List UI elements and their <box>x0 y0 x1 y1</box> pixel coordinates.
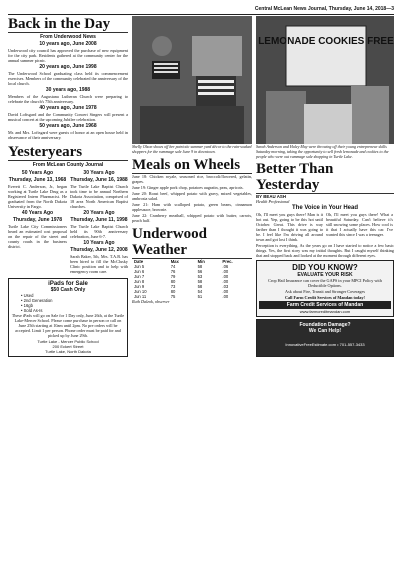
column-text-1: Oh, I'll meet you guys there! Man is it hot out. Yep, going to be this hot until October. Great. This drive is way farther than I thought it was going to be. I feel like I'm driving all around town and got lost I think. <box>256 212 323 243</box>
twenty-years-text: The Underwood School graduating class held its commencement exercises. Members of the community celebrated the anniversary of the local church. <box>8 71 128 86</box>
meals-item: June 18: Chicken royale, seasoned rice, broccoli/flowered, gelatin, grapes. <box>132 173 252 184</box>
meals-item: June 22: Cranberry meatball, whipped potato with butter, carrots, peach half. <box>132 212 252 223</box>
ipad-ad-contact2: 200 Eckert Street <box>52 344 84 349</box>
yesteryears-left-date2: Thursday, June 1978 <box>12 217 63 223</box>
fifty-years-head: 50 years ago, June 1968 <box>39 123 97 129</box>
yesteryears-right-date3: Thursday, June 12, 2008 <box>70 247 128 253</box>
ipad-ad-item: • 16gb <box>21 303 33 308</box>
yesteryears-right-head: 30 Years Ago <box>83 170 115 176</box>
yesteryears-right-date: Thursday, June 16, 1988 <box>70 177 128 183</box>
column-text-3: Perception is everything. As the years go on I have started to notice a few basic things. Yes, the first story was my initial thoughts. But I caught myself thinking that and stopped back and looked at the moment through different eyes. <box>256 243 394 259</box>
ipad-ad-contact3: Turtle Lake, North Dakota <box>45 349 91 354</box>
yesteryears-title: Yesteryears <box>8 144 128 161</box>
newspaper-page <box>8 4 394 563</box>
table-row: Jun 8 80 58 .00 <box>134 278 229 284</box>
ipad-ad-item: • Used <box>21 293 34 298</box>
meals-item: June 19: Ginger apple pork chop, potatoes augratin, peas, apricots. <box>132 184 244 190</box>
crop-ad-top: DID YOU KNOW? <box>292 263 358 273</box>
weather-title: Underwood Weather <box>132 226 252 259</box>
ipad-ad-contact1: Turtle Lake - Mercer Public School <box>37 339 99 344</box>
yesteryears-source: From McLean County Journal <box>32 162 104 168</box>
ipad-ad-item: • 2nd Generation <box>21 298 53 303</box>
voice-title: The Voice in Your Head <box>291 205 358 212</box>
foundation-ad-footer: InnovativeFreeEstimate.com • 701-557-3433 <box>285 342 365 348</box>
photo-lemonade-stand <box>256 16 394 144</box>
yesteryears-left-head2: 40 Years Ago <box>21 210 54 216</box>
yesteryears-left-date: Thursday, June 13, 1968 <box>8 177 67 183</box>
masthead: Central McLean News Journal, Thursday, June 14, 2018—3 <box>8 4 394 15</box>
ipad-sale-ad <box>8 278 128 357</box>
weather-col-min: Min <box>197 258 205 264</box>
ipad-ad-body: These iPads will go on Sale for 1 Day only, June 26th, at the Turtle Lake-Mercer School. Please come purchase in person or call on June 25th starting at 10am until 2pm. No pre orders will be accepted. Limit 1 per person. Phone order must be paid for and picked up by June 29th. <box>11 313 125 338</box>
photo1-caption: Shelly Olson shows off her patriotic summer yard décor to the rain-soaked shoppers for the rummage sale June 9 in downtown. <box>132 144 252 154</box>
crop-ad-line3: Ask about Fire, Transit and Stronger Coverages <box>285 289 365 295</box>
ipad-ad-item: • Sold As-Is <box>21 308 43 313</box>
yesteryears-right-text2: The Turtle Lake Baptist Church held its 90th anniversary celebration, June 6-7. <box>70 224 128 239</box>
column-text-2: Oh, I'll meet you guys there! What a beautiful Saturday. Can't believe it's still snowing some places. How cool is it that I actually have this car. I've wanted this since I was a teenager. <box>326 212 393 238</box>
crop-ad-line1: EVALUATE YOUR RISK <box>297 272 353 279</box>
table-row: Jun 11 75 51 .00 <box>134 293 229 299</box>
ten-years-head: 10 years ago, June 2008 <box>39 41 97 47</box>
meals-title: Meals on Wheels <box>132 157 252 174</box>
sign-word-lemonade: LEMONADE COOKIES FREE <box>258 36 394 47</box>
weather-table <box>132 259 252 299</box>
byline: BY BEAU ASH <box>256 194 287 200</box>
twenty-years-head: 20 years ago, June 1998 <box>39 64 97 70</box>
photo2-caption: Sarah Anderson and Haley May were throwing off their young entrepreneur skills Saturday morning, taking the opportunity to sell fresh lemonade and cookies to the people who were out rummage sale shopping in Turtle Lake. <box>256 144 389 159</box>
weather-col-prec: Prec. <box>222 258 233 264</box>
yesteryears-left-head: 50 Years Ago <box>21 170 54 176</box>
weather-credit: Ruth Dalzok, observer <box>132 298 170 304</box>
back-in-the-day-source: From Underwood News <box>40 34 96 40</box>
yesteryears-left-text2: Turtle Lake City Commissioners heard an estimated cost proposal on the repair of the street and county roads in the business district. <box>8 224 67 249</box>
patriotic-decor-icon <box>132 16 252 144</box>
table-row: Jun 6 76 56 .00 <box>134 268 229 274</box>
weather-col-date: Date <box>134 258 144 264</box>
column-middle <box>132 16 252 305</box>
column-left <box>8 16 128 357</box>
table-row: Jun 10 80 54 .00 <box>134 288 229 294</box>
weather-col-max: Max <box>170 258 179 264</box>
yesteryears-right-head3: 10 Years Ago <box>83 240 115 246</box>
foundation-ad-line2: We Can Help! <box>308 328 342 335</box>
yesteryears-right-date2: Thursday, June 11, 1998 <box>70 217 128 223</box>
table-row: Jun 5 74 58 .06 <box>134 263 229 269</box>
forty-years-head: 40 years ago, June 1978 <box>39 105 97 111</box>
forty-years-text: David Loftsgard and the Community Concert Singers will present a musical concert at the upcoming Jubilee celebration. <box>8 112 128 122</box>
back-in-the-day-title: Back in the Day <box>8 16 128 33</box>
thirty-years-head: 30 years ago, 1988 <box>45 87 91 93</box>
crop-ad-line2: Crop Hail Insurance can cover the GAPS in your MPCI Policy with Deductible Options. <box>268 278 382 289</box>
column-right <box>256 16 394 357</box>
foundation-ad-line1: Foundation Damage? <box>299 322 351 329</box>
ten-years-text: Underwood city council has approved the purchase of new equipment for the city park. Residents gathered at the community center for the annual summer picnic. <box>8 48 128 63</box>
table-row: Jun 9 73 58 .03 <box>134 283 229 289</box>
table-row: Jun 7 79 53 .00 <box>134 273 229 279</box>
ipad-ad-title: iPads for Sale <box>48 281 88 287</box>
crop-ad-line4: Call Farm Credit Services of Mandan today! <box>285 295 365 301</box>
yesteryears-left-text: Everett C. Anderson, Jr., began working at Turtle Lake Drug as a Registered Intern Pharmacist. He graduated from the North Dakota University in Fargo. <box>8 184 67 209</box>
crop-ad-company: Farm Credit Services of Mandan <box>259 301 391 309</box>
crop-insurance-ad <box>256 260 394 317</box>
fifty-years-text: Mr. and Mrs. Loftsgard were guests of honor at an open house held in observance of their anniversary. <box>8 130 128 140</box>
yesteryears-right-text3: Sarah Baker, 5th, Mrs. T.A.B. has been hired to fill the McClusky Clinic position and to help with emergency room care. <box>70 254 128 274</box>
yesteryears-right-head2: 20 Years Ago <box>83 210 115 216</box>
better-than-yesterday-title: Better Than Yesterday <box>256 161 394 194</box>
yesteryears-right-text: The Turtle Lake Baptist Church took time to be annual Northern Dakota Association, comprised of 18 area North American Baptist churches. <box>70 184 128 209</box>
foundation-ad <box>256 319 394 357</box>
meals-item: June 21: Ham with scalloped potato, green beans, cinnamon applesauce, brownie. <box>132 201 252 212</box>
photo-patriotic-yard <box>132 16 252 144</box>
lemonade-stand-icon <box>256 16 394 144</box>
meals-item: June 20: Roast beef, whipped potato with gravy, mixed vegetables, ambrosia salad. <box>132 190 252 201</box>
byline-role: Health Professional <box>256 199 290 205</box>
crop-ad-url: www.farmcreditmandan.com <box>299 309 351 315</box>
thirty-years-text: Members of the Augustana Lutheran Church were preparing to celebrate the church's 75th anniversary. <box>8 94 128 104</box>
ipad-ad-price: $50 Cash Only <box>50 287 86 293</box>
